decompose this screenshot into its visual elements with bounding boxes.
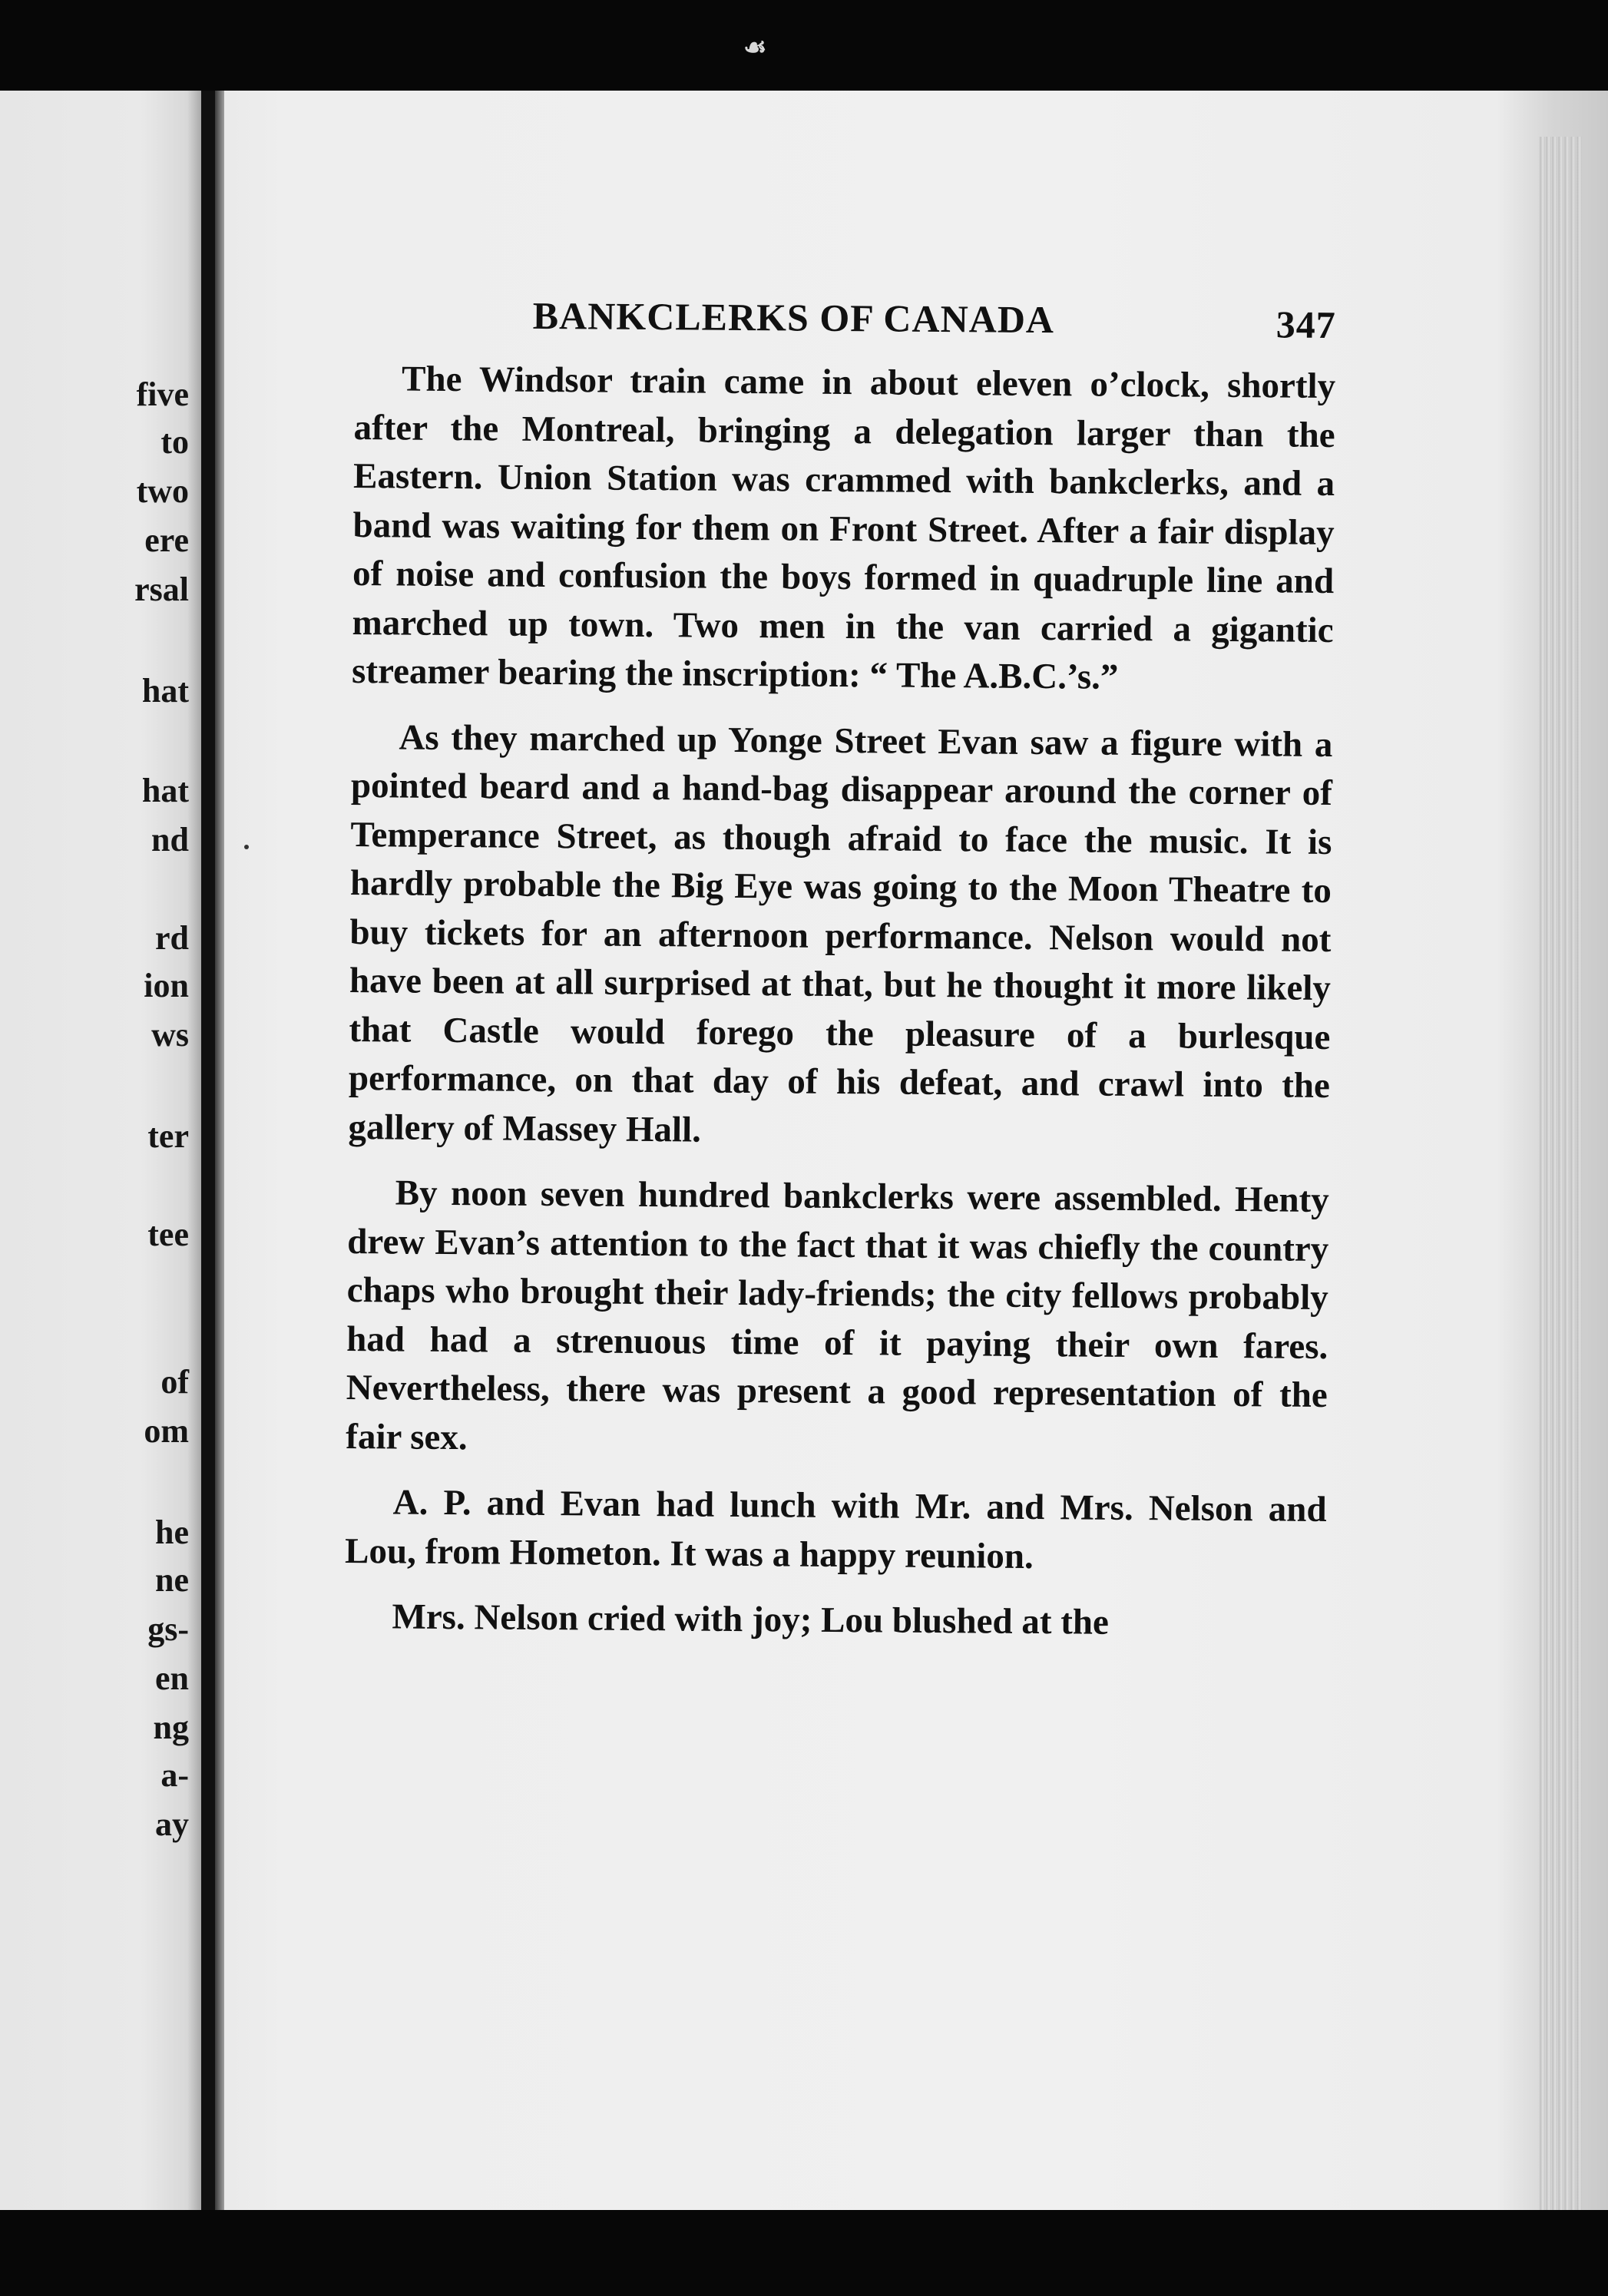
page-spine-shadow (215, 91, 224, 2210)
left-fragment: tee (147, 1216, 189, 1253)
left-fragment: rsal (134, 571, 189, 608)
left-fragment: ay (155, 1805, 189, 1843)
book-gutter (201, 91, 215, 2210)
left-fragment: hat (141, 672, 189, 710)
left-fragment: a- (160, 1756, 189, 1794)
left-fragment: ter (147, 1117, 189, 1155)
running-title: BANKCLERKS OF CANADA (532, 293, 1055, 342)
left-page-edge (0, 91, 201, 2210)
left-fragment: two (136, 472, 189, 510)
paragraph: The Windsor train came in about eleven o’clock, shortly after the Montreal, bringing a delegation larger than the Eastern. Union Station was crammed with bankclerks, and a band was waiting for them on Front Street. After a fair display of noise and confusion the boys formed in quadruple line and marched up town. Two men in the van carried a gigantic streamer bearing the inscription: “ The A.B.C.’s.” (351, 359, 1336, 697)
left-fragment: ere (144, 521, 189, 559)
left-fragment: of (160, 1363, 189, 1401)
page-edge-stack (1539, 137, 1582, 2210)
left-fragment: rd (155, 919, 189, 957)
paragraph: By noon seven hundred bankclerks were assembled. Henty drew Evan’s attention to the fact that it was chiefly the country chaps who brought their lady-friends; the city fellows probably had had a strenuous time of it paying their own fares. Nevertheless, there was present a good representation of the fair sex. (346, 1173, 1329, 1457)
left-fragment: en (155, 1659, 189, 1697)
left-fragment: ion (144, 967, 189, 1004)
left-fragment: he (155, 1514, 189, 1551)
left-fragment: gs- (147, 1610, 189, 1648)
left-fragment: ng (153, 1709, 189, 1746)
left-page-text-fragments (0, 91, 201, 2210)
scan-speck (244, 845, 249, 849)
paragraph: As they marched up Yonge Street Evan saw a figure with a pointed beard and a hand-bag disappear around the corner of Temperance Street, as though afraid to face the music. It is hardly probable the Big Eye was going to the Moon Theatre to buy tickets for an afternoon performance. Nelson would not have been at all surprised at that, but he thought it more likely that Castle would forego the pleasure of a burlesque performance, on that day of his defeat, and crawl into the gallery of Massey Hall. (348, 716, 1333, 1150)
left-fragment: om (144, 1412, 189, 1450)
left-fragment: ne (155, 1561, 189, 1599)
running-header (354, 292, 1336, 362)
left-fragment: to (160, 423, 189, 461)
scan-mark-glyph: ☙ (743, 32, 767, 63)
left-fragment: nd (151, 821, 189, 859)
left-fragment: ws (151, 1016, 189, 1054)
left-fragment: hat (141, 772, 189, 809)
paragraph: A. P. and Evan had lunch with Mr. and Mrs. Nelson and Lou, from Hometon. It was a happy reunion. (344, 1482, 1327, 1576)
left-fragment: five (136, 375, 189, 413)
page-number: 347 (1275, 303, 1336, 347)
paragraph: Mrs. Nelson cried with joy; Lou blushed at the (392, 1596, 1110, 1643)
page-text (344, 292, 1336, 1666)
